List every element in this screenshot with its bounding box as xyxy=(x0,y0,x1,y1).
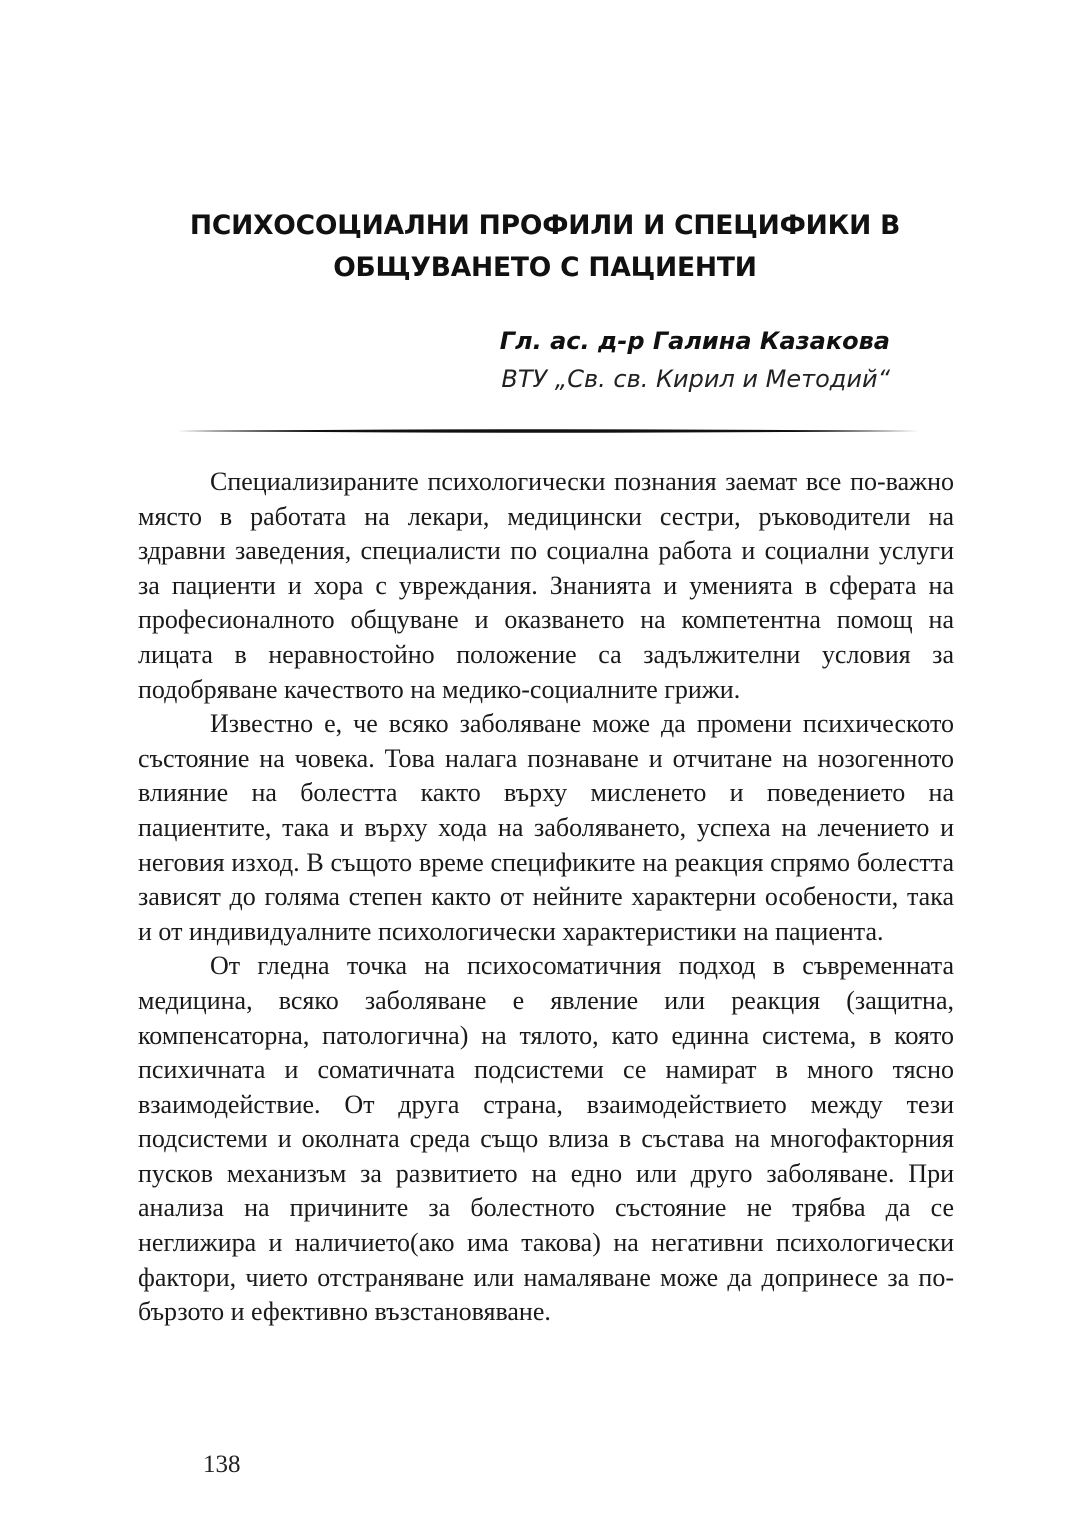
body-paragraph-2: Известно е, че всяко заболяване може да промени психическото състояние на човека. Това налага познаване и отчитане на нозогенното влияние на болестта както върху мисленето и поведението на пациентите, така и върху хода на заболяването, успеха на лечението и неговия изход. В същото време спецификите на реакция спрямо болестта зависят до голяма степен както от нейните характерни особености, така и от индивидуалните психологически характеристики на пациента. xyxy=(138,709,954,946)
title-divider-rule xyxy=(177,428,919,434)
page-number: 138 xyxy=(203,1451,241,1478)
article-body xyxy=(138,465,954,1330)
author-name: Гл. ас. д-р Галина Казакова xyxy=(499,327,890,355)
body-paragraph-3: От гледна точка на психосоматичния подход в съвременната медицина, всяко заболяване е явление или реакция (защитна, компенсаторна, патологична) на тялото, като единна система, в която психичната и соматичната подсистеми се намират в много тясно взаимодействие. От друга страна, взаимодействието между тези подсистеми и околната среда също влиза в състава на многофакторния пусков механизъм за развитието на едно или друго заболяване. При анализа на причините за болестното състояние не трябва да се неглижира и наличието(ако има такова) на негативни психологически фактори, чието отстраняване или намаляване може да допринесе за по-бързото и ефективно възстановяване. xyxy=(138,951,954,1327)
article-title xyxy=(120,205,970,289)
author-affiliation: ВТУ „Св. св. Кирил и Методий“ xyxy=(501,365,890,393)
author-block xyxy=(500,322,890,398)
article-title-line-2: ОБЩУВАНЕТО С ПАЦИЕНТИ xyxy=(333,252,757,283)
body-paragraph-1: Специализираните психологически познания заемат все по-важно място в работата на лекари, медицински сестри, ръководители на здравни заведения, специалисти по социална работа и социални услуги за пациенти и хора с увреждания. Знанията и уменията в сферата на професионалното общуване и оказването на компетентна помощ на лицата в неравностойно положение са задължителни условия за подобряване качеството на медико-социалните грижи. xyxy=(138,467,954,704)
article-title-line-1: ПСИХОСОЦИАЛНИ ПРОФИЛИ И СПЕЦИФИКИ В xyxy=(189,210,901,241)
